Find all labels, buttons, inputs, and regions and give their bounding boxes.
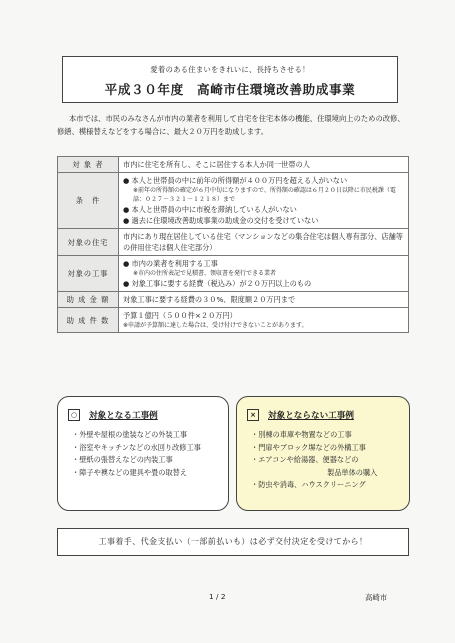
list-item: 製品単体の購入 — [327, 467, 378, 477]
work-minimum-cost: ● 対象工事に要する経費（税込み）が２０万円以上のもの — [123, 279, 312, 288]
row-value-target-person: 市内に住宅を所有し、そこに居住する本人か同一世帯の人 — [119, 157, 409, 173]
list-item: ・壁紙の張替えなどの内装工事 — [72, 455, 173, 464]
row-label-amount: 助 成 金 額 — [58, 292, 119, 308]
cross-mark-icon: × — [247, 409, 259, 421]
eligibility-table — [57, 156, 409, 333]
row-label-target-work: 対象の工事 — [58, 256, 119, 292]
list-item: ・別棟の車庫や物置などの工事 — [251, 430, 352, 439]
condition-income: ● 本人と世帯員の中に前年の所得額が４００万円を超える人がいない — [123, 176, 348, 185]
table-row — [58, 308, 409, 333]
eligible-examples-title: 対象となる工事例 — [89, 411, 158, 421]
count-note: ※申請が予算額に達した場合は、受け付けできないことがあります。 — [123, 322, 308, 329]
row-label-count: 助 成 件 数 — [58, 308, 119, 333]
eligible-examples-box — [57, 396, 229, 511]
title-box — [62, 56, 398, 103]
row-value-amount: 対象工事に要する経費の３０%、限度額２０万円まで — [119, 292, 409, 308]
row-value-conditions — [119, 173, 409, 229]
intro-paragraph: 本市では、市民のみなさんが市内の業者を利用して自宅を住宅本体の機能、住環境向上のための改修、修繕、模様替えなどをする場合に、最大２０万円を助成します。 — [57, 114, 405, 136]
condition-tax: ● 本人と世帯員の中に市税を滞納している人がいない — [123, 205, 297, 214]
list-item: ・外壁や屋根の塗装などの外装工事 — [72, 430, 188, 439]
ineligible-examples-box — [236, 396, 410, 511]
work-local-contractor-note: ※市内の住所表記で見積書、領収書を発行できる業者 — [133, 270, 277, 277]
ineligible-examples-title: 対象とならない工事例 — [268, 411, 354, 421]
table-row — [58, 292, 409, 308]
table-row — [58, 173, 409, 229]
city-name: 高崎市 — [365, 593, 388, 602]
row-label-conditions: 条 件 — [58, 173, 119, 229]
list-item: ・浴室やキッチンなどの水回り改修工事 — [72, 442, 201, 452]
row-value-count — [119, 308, 409, 333]
eligible-list — [58, 429, 228, 479]
list-item: ・エアコンや給湯器、便器などの — [251, 455, 359, 464]
table-row — [58, 256, 409, 292]
notice-box: 工事着手、代金支払い（一部前払いも）は必ず交付決定を受けてから！ — [57, 528, 409, 556]
subtitle: 愛着のある住まいをきれいに、長持ちさせる！ — [150, 65, 310, 74]
row-value-target-work — [119, 256, 409, 292]
row-value-target-house: 市内にあり現在居住している住宅（マンションなどの集合住宅は個人専有部分、店舗等の併用住宅は個人住宅部分） — [119, 229, 409, 256]
condition-previous: ● 過去に住環境改善助成事業の助成金の交付を受けていない — [123, 216, 319, 225]
list-item: ・門扉やブロック塀などの外構工事 — [251, 442, 366, 452]
condition-income-note: ※前年の所得額の確定が６月中旬になりますので、所得額の確認は６月２０日以降に市民税課（電話：０２７－３２１－１２１８）まで — [133, 187, 396, 203]
circle-mark-icon: ○ — [68, 409, 80, 421]
work-local-contractor: ● 市内の業者を利用する工事 — [123, 259, 218, 268]
list-item: ・防虫や消毒、ハウスクリーニング — [251, 480, 366, 489]
page-number: 1 / 2 — [209, 592, 226, 601]
table-row — [58, 157, 409, 173]
page-title: 平成３０年度 高崎市住環境改善助成事業 — [104, 82, 356, 97]
row-label-target-person: 対 象 者 — [58, 157, 119, 173]
row-label-target-house: 対象の住宅 — [58, 229, 119, 256]
ineligible-list — [237, 429, 409, 492]
list-item: ・障子や襖などの建具や畳の取替え — [72, 467, 188, 477]
table-row — [58, 229, 409, 256]
count-budget: 予算１億円（５００件×２０万円） — [123, 311, 237, 320]
